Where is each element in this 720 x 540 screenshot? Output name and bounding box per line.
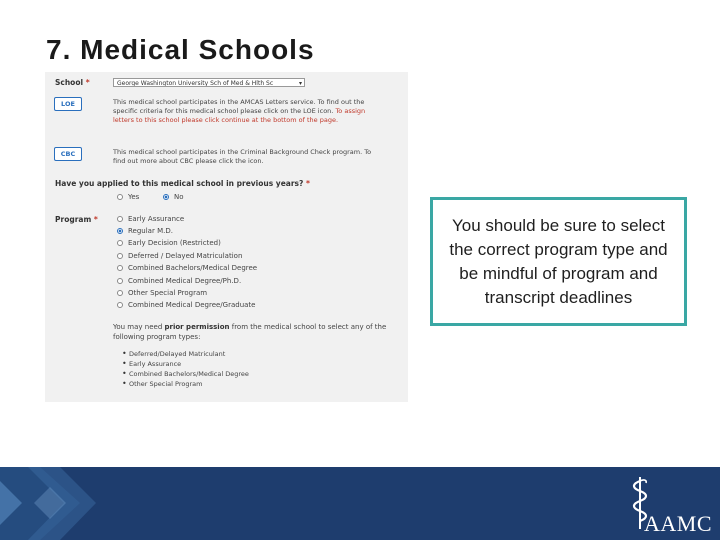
- radio-icon: [117, 253, 123, 259]
- program-option[interactable]: Combined Bachelors/Medical Degree: [117, 264, 257, 272]
- program-label: Program *: [55, 215, 98, 224]
- prior-permission-note: You may need prior permission from the medical school to select any of the following program types:: [113, 323, 387, 341]
- radio-icon: [117, 194, 123, 200]
- previous-years-question: Have you applied to this medical school in previous years? *: [55, 179, 310, 188]
- chevron-down-icon: ▾: [298, 80, 302, 87]
- cbc-note: This medical school participates in the Criminal Background Check program. To find out more about CBC please click the icon.: [113, 148, 372, 165]
- program-option[interactable]: Deferred / Delayed Matriculation: [117, 252, 242, 260]
- slide-title: 7. Medical Schools: [46, 34, 315, 65]
- permission-list-item: • Early Assurance: [129, 360, 181, 368]
- radio-icon: [117, 265, 123, 271]
- radio-icon: [117, 290, 123, 296]
- previous-yes-radio[interactable]: Yes: [117, 193, 139, 201]
- school-select[interactable]: George Washington University Sch of Med & Hlth Sc ▾: [113, 78, 305, 87]
- application-form-screenshot: [45, 72, 408, 402]
- loe-assign-link[interactable]: To assign letters to this school please click continue at the bottom of the page.: [113, 107, 366, 124]
- cbc-icon[interactable]: CBC: [54, 147, 82, 161]
- program-option[interactable]: Early Assurance: [117, 215, 184, 223]
- program-option[interactable]: Combined Medical Degree/Ph.D.: [117, 277, 241, 285]
- program-option[interactable]: Other Special Program: [117, 289, 207, 297]
- aamc-logo-text: AAMC: [644, 511, 713, 536]
- radio-checked-icon: [163, 194, 169, 200]
- aamc-logo: [628, 475, 714, 535]
- program-option[interactable]: Regular M.D.: [117, 227, 173, 235]
- radio-icon: [117, 216, 123, 222]
- radio-icon: [117, 302, 123, 308]
- chevron-pattern-icon: [0, 467, 200, 540]
- radio-icon: [117, 240, 123, 246]
- program-option[interactable]: Combined Medical Degree/Graduate: [117, 301, 255, 309]
- loe-icon[interactable]: LOE: [54, 97, 82, 111]
- previous-no-radio[interactable]: No: [163, 193, 184, 201]
- footer-band: [0, 467, 720, 540]
- radio-icon: [117, 278, 123, 284]
- permission-list-item: • Deferred/Delayed Matriculant: [129, 350, 225, 358]
- radio-checked-icon: [117, 228, 123, 234]
- callout-box: You should be sure to select the correct program type and be mindful of program and transcript deadlines: [430, 197, 687, 326]
- school-label: School *: [55, 78, 90, 87]
- permission-list-item: • Combined Bachelors/Medical Degree: [129, 370, 249, 378]
- program-option[interactable]: Early Decision (Restricted): [117, 239, 221, 247]
- loe-note: This medical school participates in the AMCAS Letters service. To find out the specific criteria for this medical school please click on the LOE icon. To assign letters to this school please click continue at the bottom of the page.: [113, 98, 366, 124]
- permission-list-item: • Other Special Program: [129, 380, 202, 388]
